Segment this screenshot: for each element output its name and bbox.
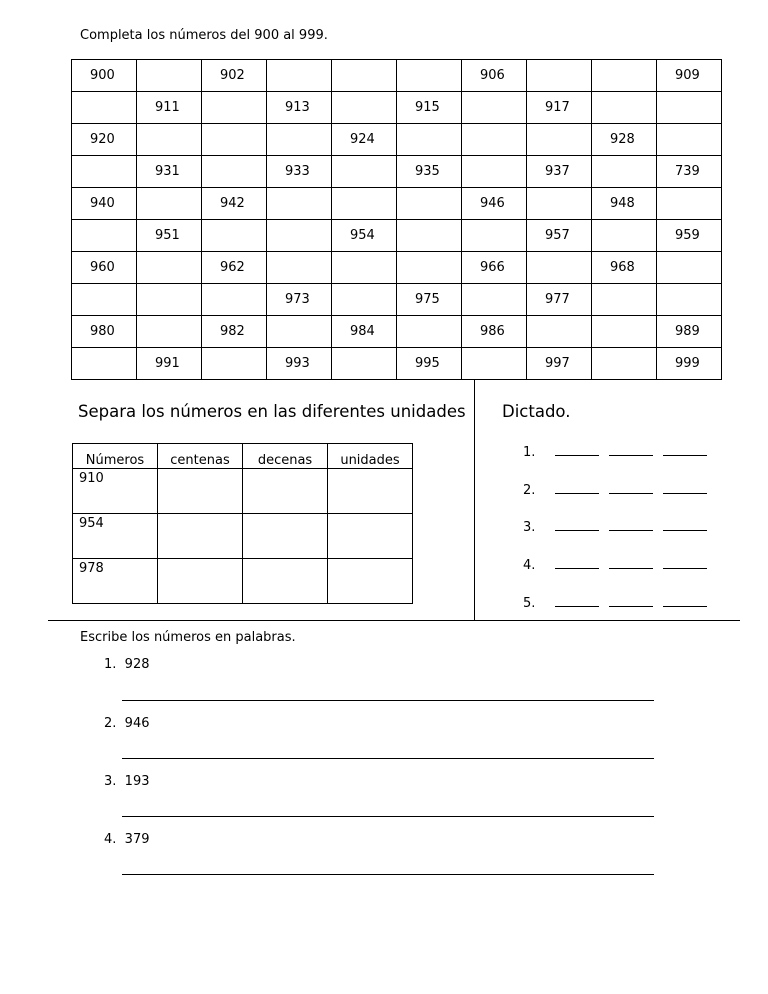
- dictado-blank[interactable]: [555, 557, 599, 569]
- grid-cell: 906: [462, 60, 527, 92]
- dictado-heading: Dictado.: [502, 402, 571, 421]
- grid-cell: 966: [462, 252, 527, 284]
- grid-cell[interactable]: [202, 284, 267, 316]
- dictado-blank[interactable]: [663, 557, 707, 569]
- grid-cell[interactable]: [527, 252, 592, 284]
- dictado-blank[interactable]: [609, 595, 653, 607]
- units-number: 978: [73, 559, 158, 604]
- worksheet-instruction: Completa los números del 900 al 999.: [80, 28, 328, 43]
- dictado-item-number: 4.: [523, 558, 536, 573]
- grid-cell: 973: [267, 284, 332, 316]
- grid-cell: 933: [267, 156, 332, 188]
- grid-cell: 951: [137, 220, 202, 252]
- dictado-item-number: 1.: [523, 445, 536, 460]
- grid-cell: 931: [137, 156, 202, 188]
- dictado-item: [523, 557, 707, 573]
- dictado-item: [523, 519, 707, 535]
- units-cell[interactable]: [328, 514, 413, 559]
- separa-heading: Separa los números en las diferentes unidades: [78, 402, 466, 421]
- grid-cell: 980: [72, 316, 137, 348]
- grid-cell: 954: [332, 220, 397, 252]
- dictado-item: [523, 595, 707, 611]
- units-row: [73, 559, 413, 604]
- grid-row: [72, 124, 722, 156]
- dictado-item-number: 3.: [523, 520, 536, 535]
- dictado-item: [523, 482, 707, 498]
- units-cell[interactable]: [328, 559, 413, 604]
- grid-cell[interactable]: [332, 92, 397, 124]
- grid-cell[interactable]: [397, 124, 462, 156]
- grid-cell: 997: [527, 348, 592, 380]
- grid-cell[interactable]: [72, 348, 137, 380]
- grid-cell: 960: [72, 252, 137, 284]
- grid-cell[interactable]: [332, 156, 397, 188]
- palabras-item-number: 4.: [104, 832, 117, 847]
- units-number: 954: [73, 514, 158, 559]
- grid-cell: 948: [592, 188, 657, 220]
- grid-cell: 995: [397, 348, 462, 380]
- grid-cell[interactable]: [72, 220, 137, 252]
- dictado-blank[interactable]: [609, 557, 653, 569]
- grid-cell[interactable]: [137, 316, 202, 348]
- grid-row: [72, 348, 722, 380]
- grid-cell[interactable]: [397, 60, 462, 92]
- grid-row: [72, 60, 722, 92]
- grid-cell: 935: [397, 156, 462, 188]
- grid-row: [72, 284, 722, 316]
- palabras-item: [104, 716, 150, 731]
- palabras-item-number: 3.: [104, 774, 117, 789]
- grid-cell[interactable]: [72, 92, 137, 124]
- units-header-decenas: decenas: [243, 444, 328, 469]
- grid-cell: 942: [202, 188, 267, 220]
- palabras-heading: Escribe los números en palabras.: [80, 630, 296, 645]
- grid-cell: 928: [592, 124, 657, 156]
- dictado-item-number: 5.: [523, 596, 536, 611]
- grid-cell: 991: [137, 348, 202, 380]
- grid-cell: 968: [592, 252, 657, 284]
- units-cell[interactable]: [158, 514, 243, 559]
- grid-cell[interactable]: [267, 188, 332, 220]
- grid-cell[interactable]: [462, 156, 527, 188]
- grid-cell[interactable]: [267, 220, 332, 252]
- grid-cell[interactable]: [527, 316, 592, 348]
- grid-cell[interactable]: [332, 284, 397, 316]
- grid-cell[interactable]: [332, 348, 397, 380]
- grid-cell[interactable]: [72, 284, 137, 316]
- grid-cell[interactable]: [137, 252, 202, 284]
- grid-cell: 917: [527, 92, 592, 124]
- units-row: [73, 469, 413, 514]
- grid-cell[interactable]: [202, 220, 267, 252]
- grid-cell[interactable]: [137, 188, 202, 220]
- answer-line[interactable]: [122, 700, 654, 701]
- grid-cell: 946: [462, 188, 527, 220]
- units-cell[interactable]: [158, 559, 243, 604]
- grid-row: [72, 92, 722, 124]
- grid-cell: 739: [657, 156, 722, 188]
- grid-cell[interactable]: [592, 60, 657, 92]
- grid-cell[interactable]: [397, 220, 462, 252]
- grid-cell: 920: [72, 124, 137, 156]
- grid-cell[interactable]: [462, 284, 527, 316]
- units-header-unidades: unidades: [328, 444, 413, 469]
- dictado-item: [523, 444, 707, 460]
- palabras-item-number: 2.: [104, 716, 117, 731]
- palabras-item-value: 193: [124, 774, 150, 789]
- grid-cell: 937: [527, 156, 592, 188]
- grid-cell: 909: [657, 60, 722, 92]
- units-header-numeros: Números: [73, 444, 158, 469]
- palabras-item-value: 379: [124, 832, 150, 847]
- grid-cell[interactable]: [657, 284, 722, 316]
- palabras-item-number: 1.: [104, 657, 117, 672]
- grid-row: [72, 252, 722, 284]
- answer-line[interactable]: [122, 758, 654, 759]
- grid-cell[interactable]: [592, 156, 657, 188]
- units-table: [72, 443, 413, 604]
- grid-row: [72, 316, 722, 348]
- grid-cell: 902: [202, 60, 267, 92]
- grid-cell: 900: [72, 60, 137, 92]
- grid-cell[interactable]: [462, 124, 527, 156]
- grid-cell[interactable]: [267, 316, 332, 348]
- grid-cell: 915: [397, 92, 462, 124]
- answer-line[interactable]: [122, 874, 654, 875]
- grid-cell[interactable]: [137, 284, 202, 316]
- grid-cell: 924: [332, 124, 397, 156]
- units-cell[interactable]: [243, 469, 328, 514]
- dictado-blank[interactable]: [555, 595, 599, 607]
- grid-cell[interactable]: [462, 92, 527, 124]
- grid-cell[interactable]: [202, 348, 267, 380]
- units-cell[interactable]: [158, 469, 243, 514]
- palabras-item: [104, 657, 150, 672]
- grid-cell[interactable]: [657, 124, 722, 156]
- grid-cell[interactable]: [397, 316, 462, 348]
- grid-cell[interactable]: [202, 92, 267, 124]
- grid-cell[interactable]: [202, 156, 267, 188]
- grid-cell: 999: [657, 348, 722, 380]
- grid-cell[interactable]: [397, 188, 462, 220]
- grid-cell[interactable]: [202, 124, 267, 156]
- grid-cell[interactable]: [397, 252, 462, 284]
- answer-line[interactable]: [122, 816, 654, 817]
- grid-row: [72, 188, 722, 220]
- grid-cell: 984: [332, 316, 397, 348]
- grid-cell[interactable]: [592, 220, 657, 252]
- palabras-item-value: 946: [124, 716, 150, 731]
- dictado-blank[interactable]: [663, 444, 707, 456]
- grid-cell[interactable]: [592, 348, 657, 380]
- units-cell[interactable]: [243, 559, 328, 604]
- grid-cell[interactable]: [592, 92, 657, 124]
- grid-cell[interactable]: [267, 60, 332, 92]
- grid-cell[interactable]: [137, 124, 202, 156]
- dictado-blank[interactable]: [555, 482, 599, 494]
- dictado-blank[interactable]: [609, 482, 653, 494]
- grid-cell[interactable]: [332, 252, 397, 284]
- palabras-item-value: 928: [124, 657, 150, 672]
- grid-cell[interactable]: [527, 60, 592, 92]
- number-grid: [71, 59, 722, 380]
- dictado-blank[interactable]: [609, 444, 653, 456]
- grid-cell[interactable]: [72, 156, 137, 188]
- units-header-centenas: centenas: [158, 444, 243, 469]
- units-number: 910: [73, 469, 158, 514]
- dictado-blank[interactable]: [555, 444, 599, 456]
- grid-cell[interactable]: [527, 188, 592, 220]
- grid-cell[interactable]: [657, 92, 722, 124]
- dictado-blank[interactable]: [609, 519, 653, 531]
- grid-cell: 986: [462, 316, 527, 348]
- grid-cell[interactable]: [267, 124, 332, 156]
- dictado-blank[interactable]: [663, 519, 707, 531]
- grid-cell: 940: [72, 188, 137, 220]
- grid-row: [72, 156, 722, 188]
- dictado-blank[interactable]: [663, 482, 707, 494]
- dictado-blank[interactable]: [555, 519, 599, 531]
- grid-cell[interactable]: [462, 220, 527, 252]
- grid-cell: 911: [137, 92, 202, 124]
- grid-cell: 989: [657, 316, 722, 348]
- grid-cell[interactable]: [462, 348, 527, 380]
- units-row: [73, 514, 413, 559]
- palabras-item: [104, 832, 150, 847]
- grid-cell: 993: [267, 348, 332, 380]
- grid-cell[interactable]: [137, 60, 202, 92]
- grid-cell: 962: [202, 252, 267, 284]
- dictado-item-number: 2.: [523, 483, 536, 498]
- grid-cell[interactable]: [267, 252, 332, 284]
- grid-cell: 975: [397, 284, 462, 316]
- palabras-item: [104, 774, 150, 789]
- vertical-divider: [474, 380, 475, 620]
- grid-cell: 957: [527, 220, 592, 252]
- units-cell[interactable]: [243, 514, 328, 559]
- grid-cell[interactable]: [592, 284, 657, 316]
- grid-cell[interactable]: [527, 124, 592, 156]
- grid-row: [72, 220, 722, 252]
- grid-cell: 982: [202, 316, 267, 348]
- grid-cell: 977: [527, 284, 592, 316]
- grid-cell[interactable]: [332, 188, 397, 220]
- grid-cell[interactable]: [592, 316, 657, 348]
- units-cell[interactable]: [328, 469, 413, 514]
- grid-cell[interactable]: [657, 252, 722, 284]
- grid-cell: 959: [657, 220, 722, 252]
- horizontal-divider: [48, 620, 740, 621]
- dictado-blank[interactable]: [663, 595, 707, 607]
- grid-cell: 913: [267, 92, 332, 124]
- grid-cell[interactable]: [657, 188, 722, 220]
- grid-cell[interactable]: [332, 60, 397, 92]
